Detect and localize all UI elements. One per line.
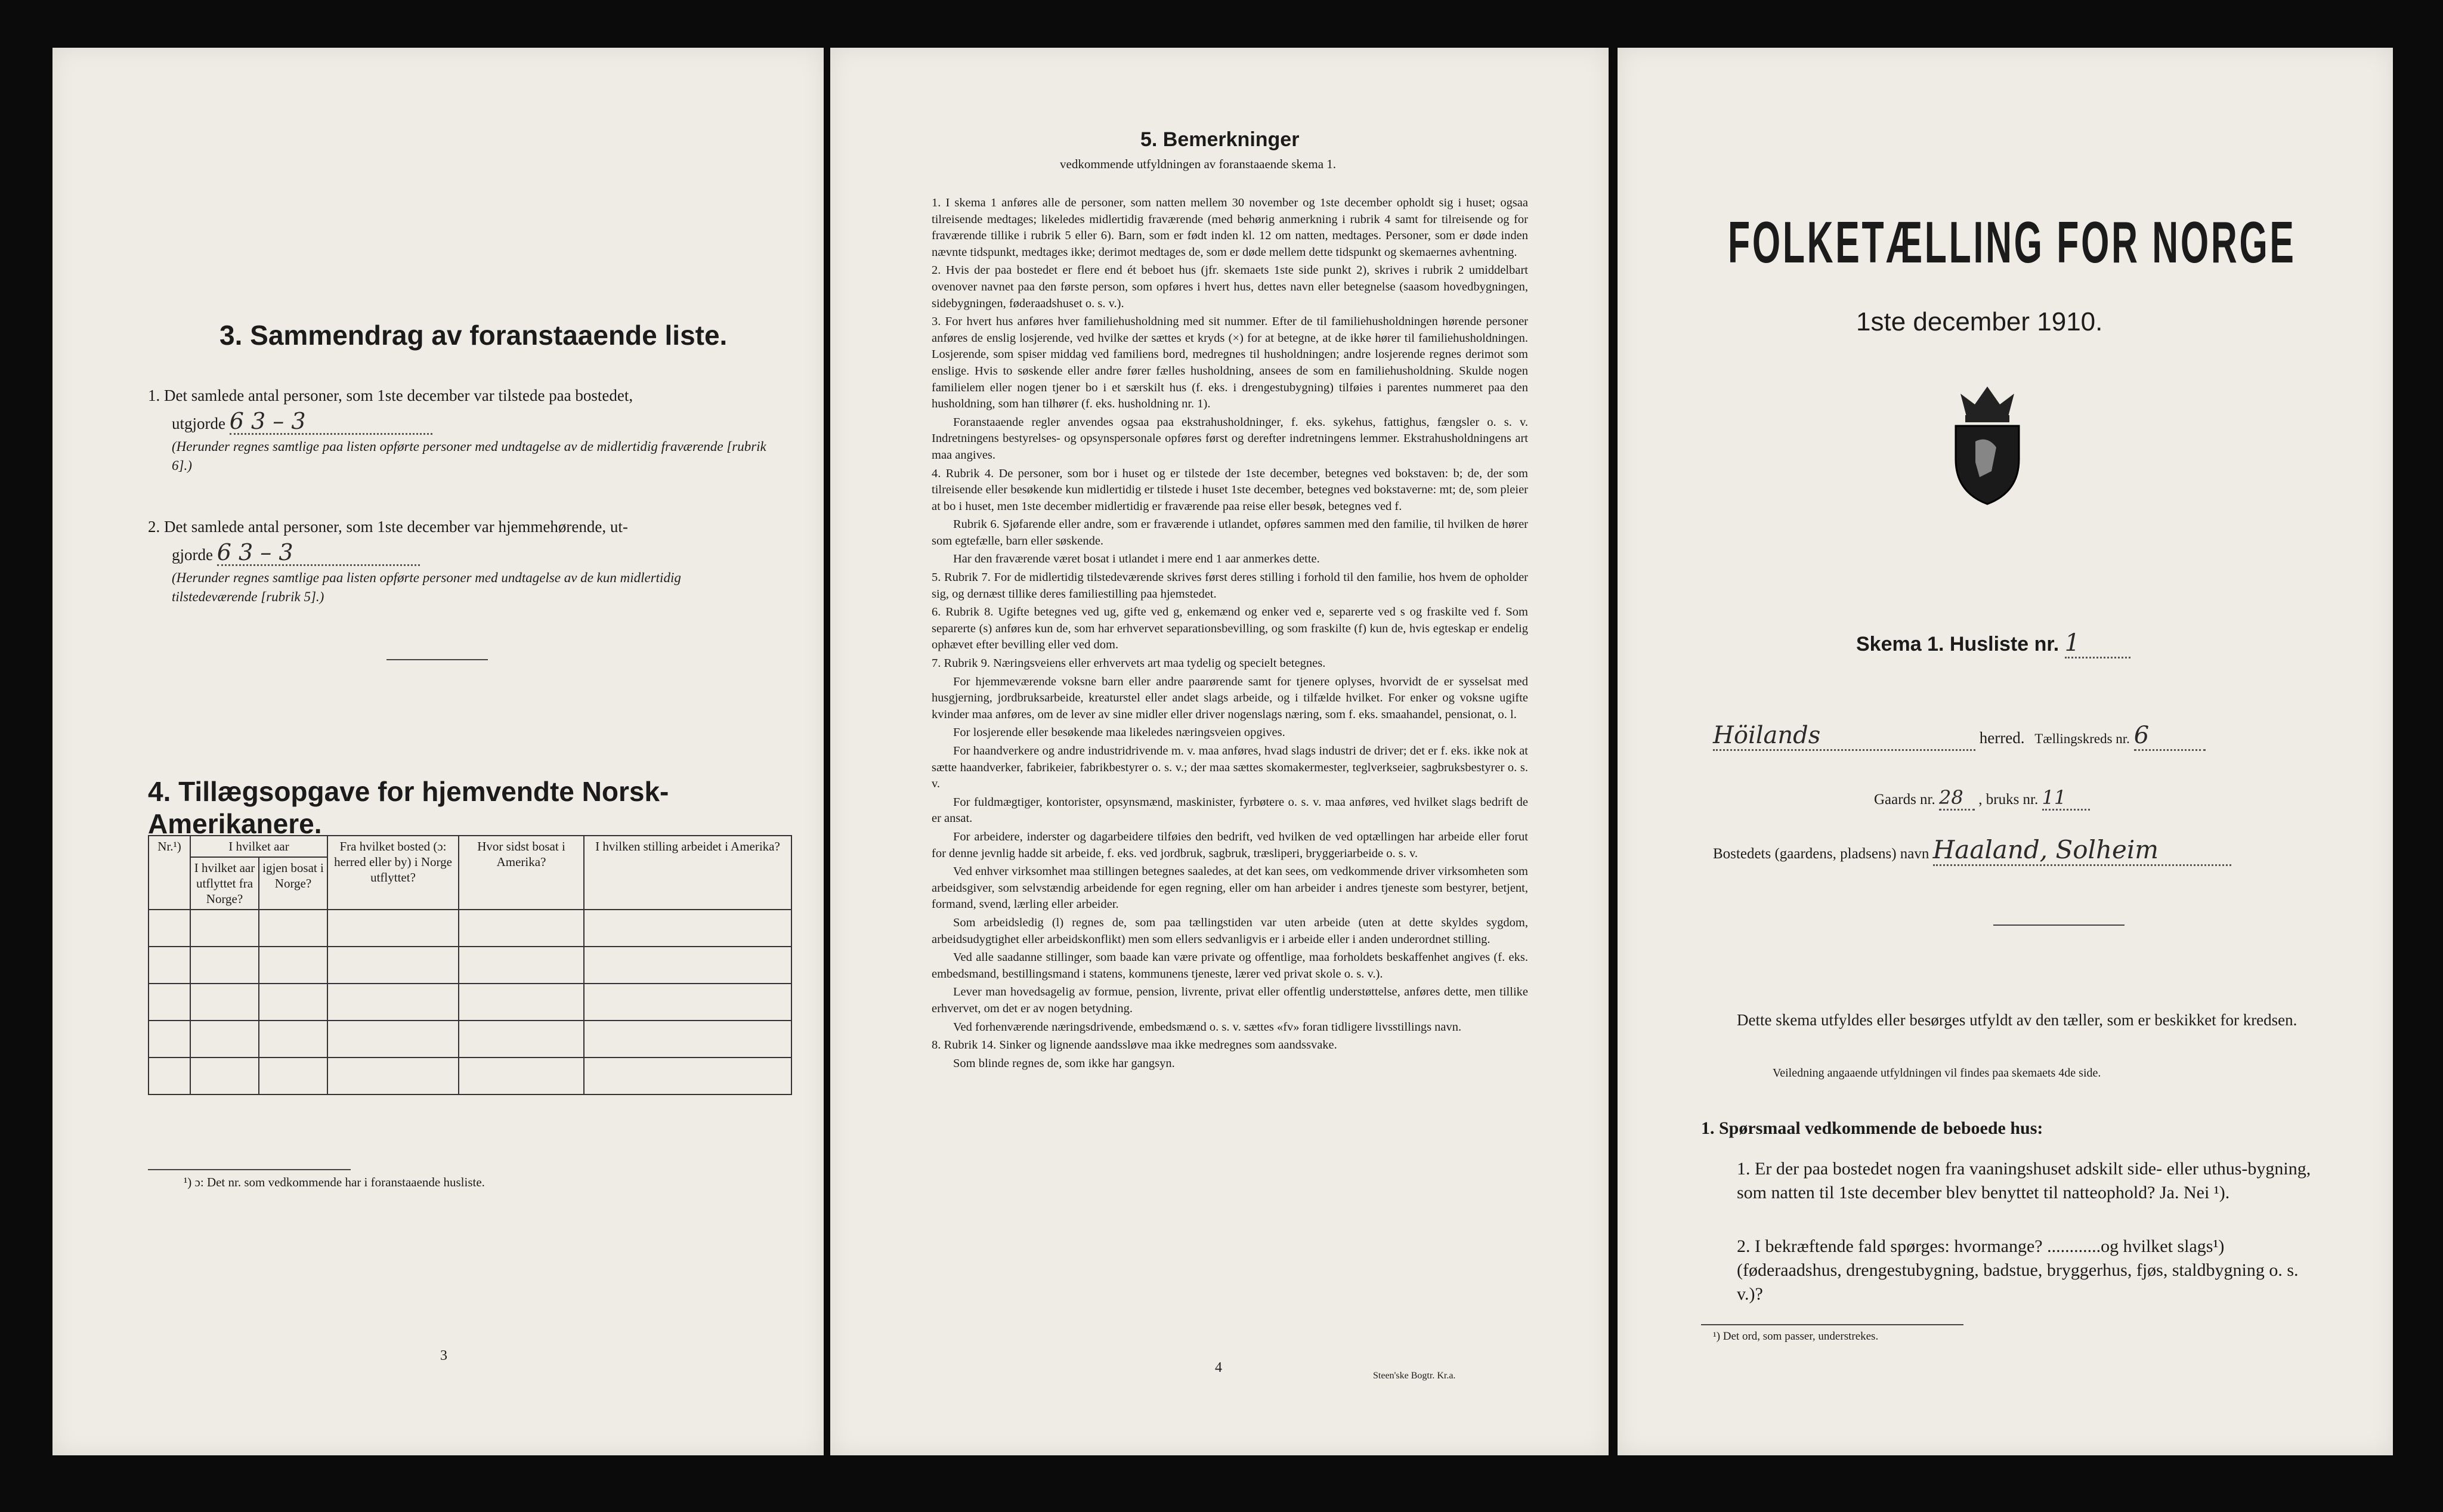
table-cell	[459, 984, 584, 1021]
question-2: 2. I bekræftende fald spørges: hvormange? ............og hvilket slags¹) (føderaadshus, drengestubygning, badstue, bryggerhus, fjøs, staldbygning o. s. v.)?	[1737, 1236, 2299, 1304]
remarks-subtitle: vedkommende utfyldningen av foranstaaende skema 1.	[1060, 157, 1337, 171]
page-number: 4	[1215, 1360, 1222, 1375]
gaards-line	[1874, 786, 2090, 811]
col-stilling: I hvilken stilling arbeidet i Amerika?	[584, 836, 791, 910]
table-row	[149, 1058, 791, 1094]
table-row	[149, 1021, 791, 1058]
col-amerika-bosat: Hvor sidst bosat i Amerika?	[459, 836, 584, 910]
summary-item-1-label: utgjorde	[172, 415, 225, 432]
col-utflyttet: I hvilket aar utflyttet fra Norge?	[190, 857, 259, 910]
table-cell	[259, 1021, 327, 1058]
remark-paragraph: 3. For hvert hus anføres hver familiehusholdning med sit nummer. Efter de til familiehusholdningen hørende personer anføres de enslig losjerende, ved hvilke der sættes et kryds (×) for at betegne, at de ikke hører til familiehusholdningen. Losjerende, som spiser middag ved familiens bord, medregnes til husholdningen; andre losjerende regnes derimot som enslige. Hvis to søskende eller andre fører fælles husholdning, ansees de som en familiehusholdning. Skulde nogen familielem eller nogen tjener bo i et særskilt hus (f. eks. i drengestubygning) tilføies i parentes nummeret paa den husholdning, som han tilhører (f. eks. husholdning nr. 1).	[932, 315, 1528, 411]
table-cell	[459, 910, 584, 947]
page-left	[52, 48, 824, 1455]
remark-paragraph: For haandverkere og andre industridrivende m. v. maa anføres, hvad slags industri de driver; det er f. eks. ikke nok at sætte haandverker, fabrikeier, fabrikbestyrer o. s. v.; der maa sættes skomakermester, teglverkseier, sagbruksbestyrer o. s. v.	[932, 744, 1528, 791]
table-row	[149, 910, 791, 947]
norsk-amerikanere-table	[148, 835, 792, 1095]
herred-label: herred.	[1979, 729, 2025, 747]
remark-paragraph: For losjerende eller besøkende maa likeledes næringsveien opgives.	[953, 726, 1285, 740]
intro-text: Dette skema utfyldes eller besørges utfyldt av den tæller, som er beskikket for kredsen.	[1737, 1011, 2297, 1029]
table-cell	[459, 1058, 584, 1094]
question-1: 1. Er der paa bostedet nogen fra vaaningshuset adskilt side- eller uthus-bygning, som natten til 1ste december blev benyttet til natteophold? Ja. Nei ¹).	[1737, 1159, 2311, 1202]
remarks-title: 5. Bemerkninger	[1140, 128, 1300, 151]
table-cell	[149, 984, 190, 1021]
printer-imprint: Steen'ske Bogtr. Kr.a.	[1373, 1371, 1456, 1381]
summary-item-2-note: (Herunder regnes samtlige paa listen opførte personer med undtagelse av de kun midlertidig tilstedeværende [rubrik 5].)	[172, 570, 681, 604]
table-cell	[149, 1021, 190, 1058]
ornament-divider	[1993, 924, 2125, 926]
intro-note: Veiledning angaaende utfyldningen vil findes paa skemaets 4de side.	[1773, 1066, 2101, 1080]
col-nr: Nr.¹)	[149, 836, 190, 910]
table-cell	[327, 947, 459, 984]
kreds-value: 6	[2134, 722, 2206, 751]
remark-paragraph: Ved alle saadanne stillinger, som baade kan være private og offentlige, maa forholdets beskaffenhet angives (f. eks. embedsmand, bestillingsmand i statens, kommunens tjeneste, lærer ved privat skole o. s. v.).	[932, 951, 1528, 981]
table-cell	[327, 984, 459, 1021]
census-date: 1ste december 1910.	[1856, 307, 2103, 336]
bosted-label: Bostedets (gaardens, pladsens) navn	[1713, 846, 1929, 862]
bruks-value: 11	[2042, 786, 2090, 811]
question-header: 1. Spørsmaal vedkommende de beboede hus:	[1701, 1118, 2043, 1138]
summary-item-2	[148, 513, 792, 607]
table-cell	[149, 947, 190, 984]
remark-paragraph: Foranstaaende regler anvendes ogsaa paa ekstrahusholdninger, f. eks. sykehus, fattighus, fængsler o. s. v. Indretningens bestyrelses- og opsynspersonale opføres først og derefter indretningens lemmer. Ekstrahusholdningens art maa angives.	[932, 415, 1528, 462]
bruks-label: , bruks nr.	[1978, 791, 2039, 808]
remark-paragraph: 7. Rubrik 9. Næringsveiens eller erhvervets art maa tydelig og specielt betegnes.	[932, 657, 1326, 670]
table-cell	[190, 910, 259, 947]
footnote-rule	[148, 1169, 351, 1170]
section-3-title: 3. Sammendrag av foranstaaende liste.	[219, 320, 728, 351]
table-row	[149, 984, 791, 1021]
remark-paragraph: For arbeidere, inderster og dagarbeidere tilføies den bedrift, ved hvilken de ved optællingen har arbeide eller forut for denne jevnlig hadde sit arbeide, f. eks. ved jordbruk, sagbruk, træsliperi, bryggeriarbeide o. s. v.	[932, 830, 1528, 860]
table-cell	[259, 1058, 327, 1094]
husliste-nr-value: 1	[2065, 629, 2130, 658]
table-cell	[584, 1021, 791, 1058]
gaards-value: 28	[1939, 786, 1975, 811]
summary-item-2-label: gjorde	[172, 546, 213, 564]
summary-item-1-value: 6 3 – 3	[230, 409, 432, 435]
remark-paragraph: 5. Rubrik 7. For de midlertidig tilstedeværende skrives først deres stilling i forhold til den familie, hos hvem de opholder sig, og dernæst tillike deres familiestilling paa hjemstedet.	[932, 571, 1528, 601]
remark-paragraph: Som arbeidsledig (l) regnes de, som paa tællingstiden var uten arbeide (uten at dette skyldes sygdom, arbeidsudygtighet eller arbeidskonflikt) men som ellers sedvanligvis er i arbeide eller i anden underordnet stilling.	[932, 916, 1528, 946]
remark-paragraph: 1. I skema 1 anføres alle de personer, som natten mellem 30 november og 1ste december opholdt sig i huset; ogsaa tilreisende medtages; likeledes midlertidig fraværende (med behørig anmerkning i rubrik 4 samt for tilreisende og for fraværende tillike i rubrik 5 eller 6). Barn, som er født inden kl. 12 om natten, medtages. Personer, som er døde inden nævnte tidspunkt, medtages ikke; derimot medtages de, som er døde mellem dette tidspunkt og skemaernes avhentning.	[932, 196, 1528, 259]
col-group-aar: I hvilket aar	[190, 836, 327, 857]
table-cell	[327, 1021, 459, 1058]
table-cell	[584, 947, 791, 984]
page-number: 3	[440, 1348, 447, 1363]
herred-line	[1713, 722, 2206, 751]
summary-item-1-note: (Herunder regnes samtlige paa listen opførte personer med undtagelse av de midlertidig fraværende [rubrik 6].)	[172, 439, 766, 473]
table-row	[149, 947, 791, 984]
col-igjen-bosat: igjen bosat i Norge?	[259, 857, 327, 910]
table-cell	[327, 1058, 459, 1094]
table-cell	[459, 1021, 584, 1058]
coat-of-arms-icon	[1949, 382, 2026, 507]
section-4-title: 4. Tillægsopgave for hjemvendte Norsk-Amerikanere.	[148, 776, 669, 839]
remark-paragraph: Lever man hovedsagelig av formue, pension, livrente, privat eller offentlig understøttelse, anføres dette, men tillike erhvervet, om det er av nogen betydning.	[932, 985, 1528, 1015]
table-cell	[149, 910, 190, 947]
table-cell	[190, 1058, 259, 1094]
remark-paragraph: Ved forhenværende næringsdrivende, embedsmænd o. s. v. sættes «fv» foran tidligere livsstillings navn.	[953, 1020, 1462, 1034]
table-cell	[259, 947, 327, 984]
remark-paragraph: 6. Rubrik 8. Ugifte betegnes ved ug, gifte ved g, enkemænd og enker ved e, separerte ved s og fraskilte ved f. Som separerte (s) anføres kun de, som har erhvervet separationsbevilling, og som fraskilte (f) kun de, hvis egteskap er endelig ophævet efter bevilling eller ved dom.	[932, 605, 1528, 652]
table-cell	[327, 910, 459, 947]
divider	[386, 659, 488, 660]
footnote-rule	[1701, 1324, 1963, 1325]
bosted-line	[1713, 835, 2231, 866]
kreds-label: Tællingskreds nr.	[2034, 731, 2130, 746]
remark-paragraph: Har den fraværende været bosat i utlandet i mere end 1 aar anmerkes dette.	[953, 552, 1320, 566]
gaards-label: Gaards nr.	[1874, 791, 1935, 808]
remarks-text	[932, 195, 1528, 1074]
bosted-value: Haaland, Solheim	[1933, 835, 2231, 866]
table-cell	[190, 984, 259, 1021]
table-cell	[459, 947, 584, 984]
footnote: ¹) ɔ: Det nr. som vedkommende har i foranstaaende husliste.	[184, 1175, 485, 1189]
remark-paragraph: For fuldmægtiger, kontorister, opsynsmænd, maskinister, fyrbøtere o. s. v. maa anføres, ved hvilket slags bedrift de er ansat.	[932, 795, 1528, 825]
summary-item-2-text: 2. Det samlede antal personer, som 1ste december var hjemmehørende, ut-	[148, 518, 628, 536]
summary-item-1	[148, 382, 792, 475]
footnote: ¹) Det ord, som passer, understrekes.	[1713, 1330, 1879, 1343]
table-cell	[190, 947, 259, 984]
census-title: FOLKETÆLLING FOR NORGE	[1728, 209, 2296, 275]
remark-paragraph: Rubrik 6. Sjøfarende eller andre, som er fraværende i utlandet, opføres sammen med den familie, til hvilken de hører som egtefælle, barn eller søskende.	[932, 518, 1528, 548]
remark-paragraph: Som blinde regnes de, som ikke har gangsyn.	[953, 1056, 1175, 1070]
remark-paragraph: Ved enhver virksomhet maa stillingen betegnes saaledes, at det kan sees, om vedkommende driver virksomheten som arbeidsgiver, som selvstændig arbeidende for egen regning, eller om han arbeider i andres tjeneste som bestyrer, betjent, formand, svend, lærling eller arbeider.	[932, 865, 1528, 911]
page-right	[1618, 48, 2393, 1455]
remark-paragraph: 2. Hvis der paa bostedet er flere end ét beboet hus (jfr. skemaets 1ste side punkt 2), skrives i rubrik 2 umiddelbart ovenover navnet paa den første person, som opføres i hvert hus, dettes navn eller betegnelse (saasom hovedbygningen, sidebygningen, føderaadshuset o. s. v.).	[932, 264, 1528, 310]
summary-item-1-text: 1. Det samlede antal personer, som 1ste december var tilstede paa bostedet,	[148, 386, 633, 404]
table-cell	[259, 984, 327, 1021]
table-cell	[190, 1021, 259, 1058]
schema-label: Skema 1. Husliste nr. 1	[1856, 629, 2130, 658]
table-cell	[259, 910, 327, 947]
remark-paragraph: 8. Rubrik 14. Sinker og lignende aandssløve maa ikke medregnes som aandssvake.	[932, 1038, 1337, 1052]
table-cell	[584, 910, 791, 947]
table-cell	[584, 1058, 791, 1094]
herred-value: Höilands	[1713, 722, 1975, 751]
table-cell	[584, 984, 791, 1021]
page-middle	[830, 48, 1609, 1455]
remark-paragraph: For hjemmeværende voksne barn eller andre paarørende samt for tjenere oplyses, hvorvidt de er sysselsat med husgjerning, jordbruksarbeide, kreaturstel eller andet slags arbeide, og i tilfælde hvilket. For enker og voksne ugifte kvinder maa anføres, om de lever av sine midler eller driver nogenslags næring, som f. eks. smaahandel, pensionat, o. l.	[932, 675, 1528, 721]
col-bosted: Fra hvilket bosted (ɔ: herred eller by) i Norge utflyttet?	[327, 836, 459, 910]
remark-paragraph: 4. Rubrik 4. De personer, som bor i huset og er tilstede der 1ste december, betegnes ved bokstaven: b; de, der som tilreisende eller besøkende kun midlertidig er tilstede i huset 1ste december, betegnes ved bokstaverne: mt; de, som pleier at bo i huset, men 1ste december midlertidig er fraværende paa reise eller besøk, betegnes ved f.	[932, 466, 1528, 513]
summary-item-2-value: 6 3 – 3	[217, 540, 420, 566]
table-cell	[149, 1058, 190, 1094]
